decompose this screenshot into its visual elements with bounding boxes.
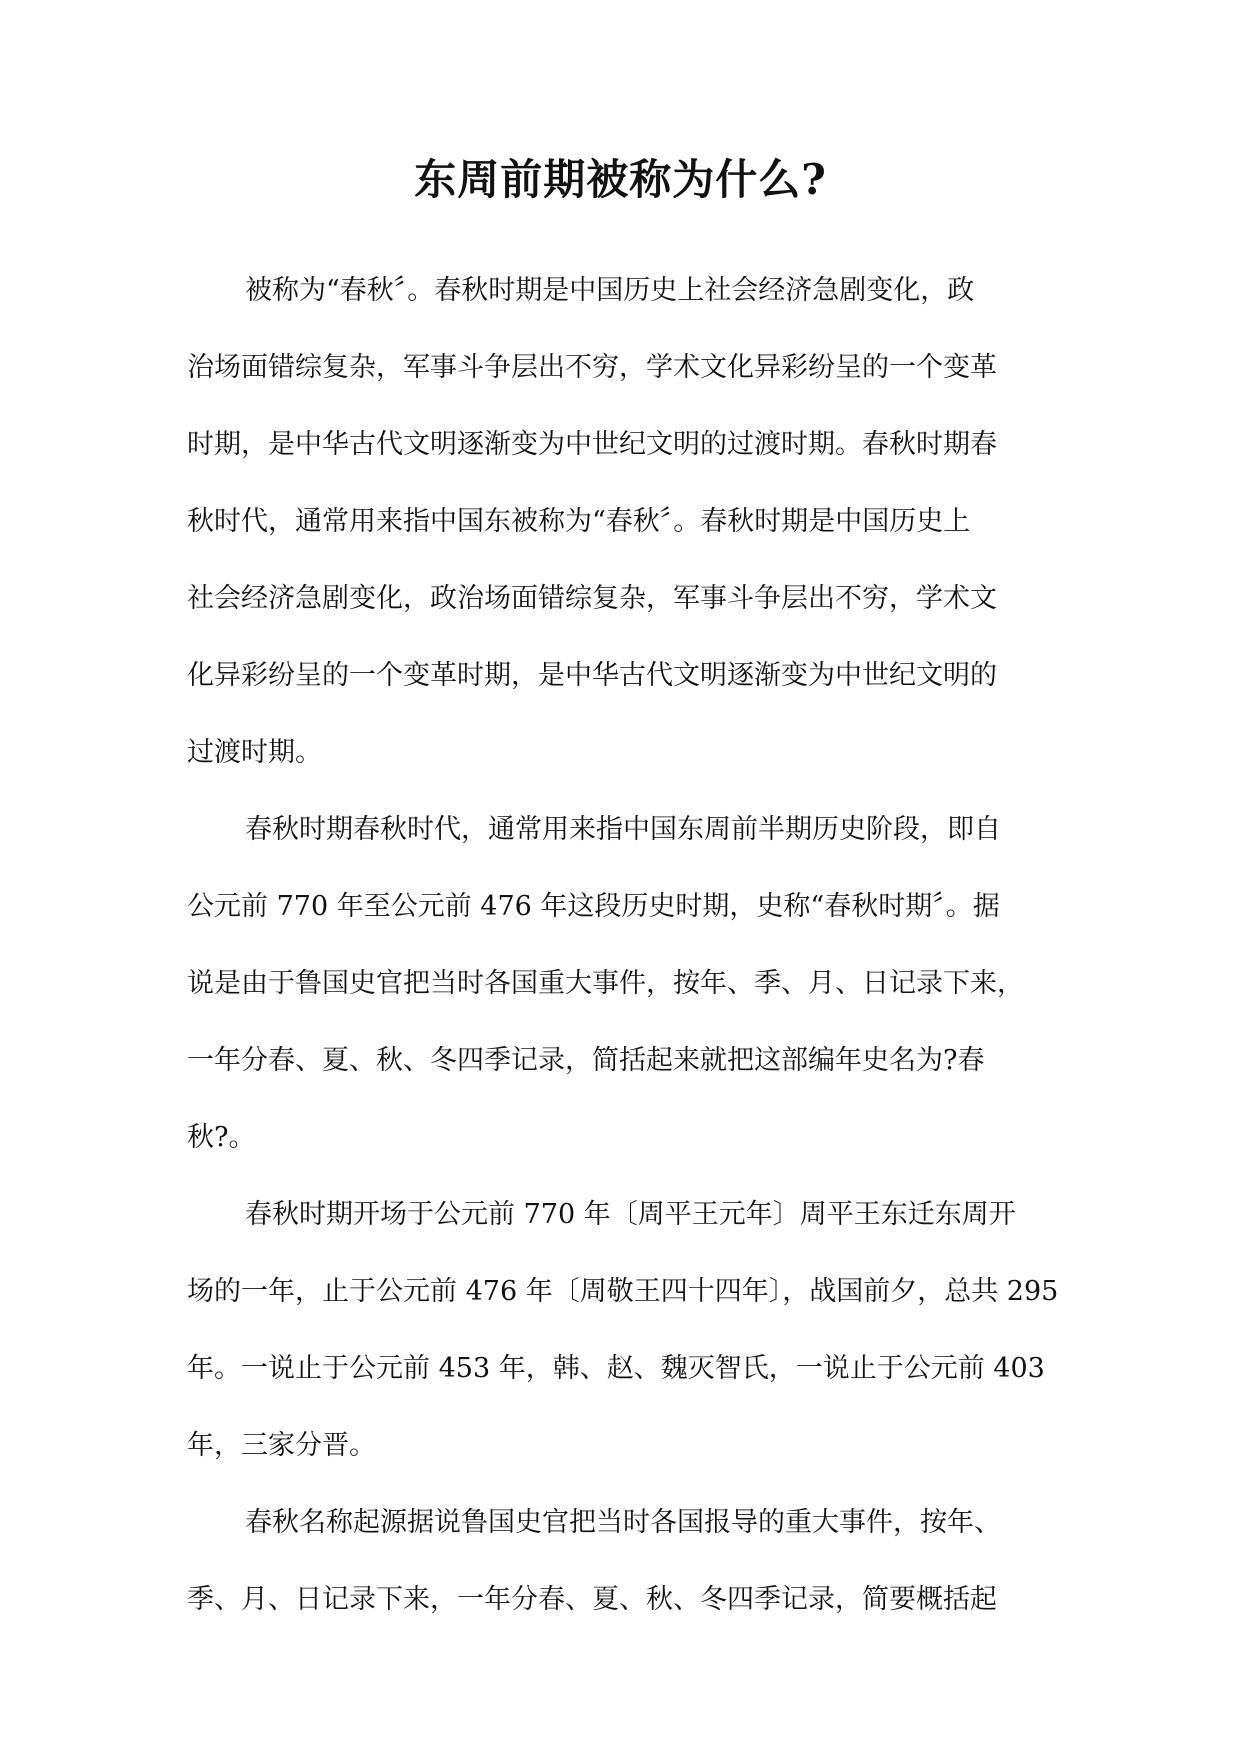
text-line: 春秋名称起源据说鲁国史官把当时各国报导的重大事件，按年、	[245, 1507, 1001, 1538]
text-line: 秋时代，通常用来指中国东被称为“春秋〞。春秋时期是中国历史上	[187, 506, 971, 537]
text-line: 化异彩纷呈的一个变革时期，是中华古代文明逐渐变为中世纪文明的	[187, 660, 997, 691]
document-body	[187, 252, 1067, 1638]
text-line: 春秋时期春秋时代，通常用来指中国东周前半期历史阶段，即自	[245, 814, 1001, 845]
text-line: 秋?。	[187, 1122, 256, 1153]
text-line: 年，三家分晋。	[187, 1430, 376, 1461]
text-line: 说是由于鲁国史官把当时各国重大事件，按年、季、月、日记录下来，	[187, 968, 1024, 999]
text-line: 公元前 770 年至公元前 476 年这段历史时期，史称“春秋时期〞。据	[187, 891, 1000, 922]
paragraph-1	[187, 252, 1067, 791]
text-line: 春秋时期开场于公元前 770 年〔周平王元年〕周平王东迁东周开	[245, 1199, 1016, 1230]
text-line: 社会经济急剧变化，政治场面错综复杂，军事斗争层出不穷，学术文	[187, 583, 997, 614]
text-line: 被称为“春秋〞。春秋时期是中国历史上社会经济急剧变化，政	[245, 275, 975, 306]
text-line: 时期，是中华古代文明逐渐变为中世纪文明的过渡时期。春秋时期春	[187, 429, 997, 460]
text-line: 一年分春、夏、秋、冬四季记录，简括起来就把这部编年史名为?春	[187, 1045, 985, 1076]
page-title: 东周前期被称为什么?	[414, 155, 827, 204]
text-line: 过渡时期。	[187, 737, 322, 768]
text-line: 季、月、日记录下来，一年分春、夏、秋、冬四季记录，简要概括起	[187, 1584, 997, 1615]
text-line: 场的一年，止于公元前 476 年〔周敬王四十四年〕，战国前夕，总共 295	[187, 1276, 1059, 1307]
paragraph-3	[187, 1176, 1067, 1484]
paragraph-2	[187, 791, 1067, 1176]
text-line: 治场面错综复杂，军事斗争层出不穷，学术文化异彩纷呈的一个变革	[187, 352, 997, 383]
paragraph-4	[187, 1484, 1067, 1638]
text-line: 年。一说止于公元前 453 年，韩、赵、魏灭智氏，一说止于公元前 403	[187, 1353, 1045, 1384]
